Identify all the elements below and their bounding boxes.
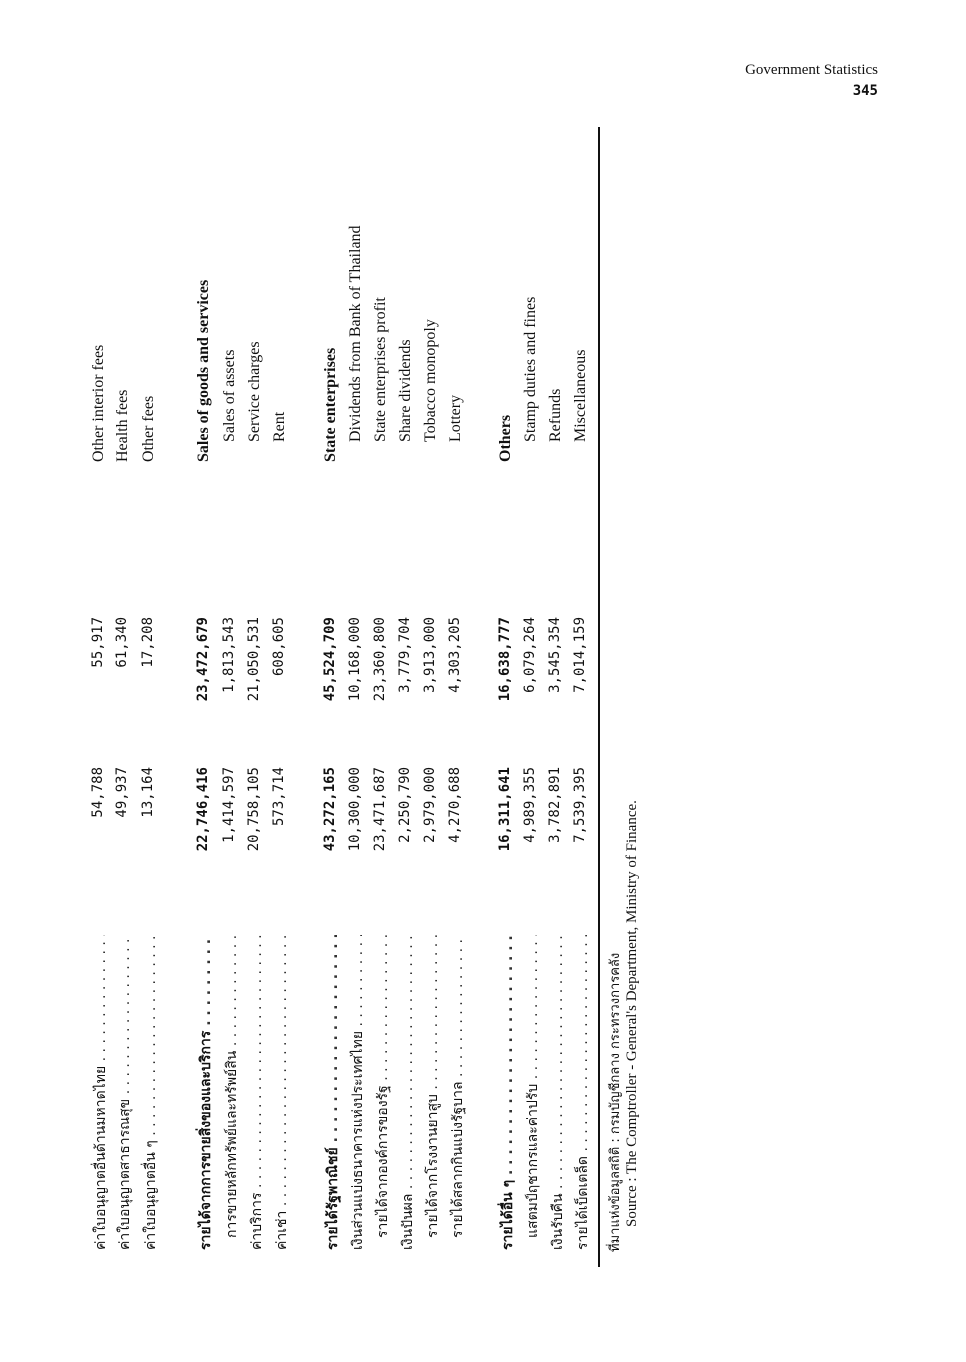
value-col-2: 3,913,000 [422, 617, 438, 693]
table-row [114, 0, 136, 1362]
thai-label: เงินรับคืน . . . [547, 935, 569, 1250]
english-label: Stamp duties and fines [522, 296, 539, 442]
table-row [522, 0, 544, 1362]
value-col-1: 16,311,641 [497, 767, 513, 852]
source-note-english: Source : The Comptroller - General's Department, Ministry of Finance. [624, 800, 640, 1227]
thai-label: ค่าใบอนุญาตอื่นด้านมหาดไทย . . . [90, 935, 112, 1250]
value-col-2: 3,545,354 [547, 617, 563, 693]
value-col-2: 16,638,777 [497, 617, 513, 702]
value-col-1: 1,414,597 [221, 767, 237, 843]
english-label: Rent [271, 411, 288, 442]
table-row-heading [195, 0, 217, 1362]
table-row [90, 0, 112, 1362]
table-row [372, 0, 394, 1362]
running-title: Government Statistics [745, 62, 878, 78]
table-row-heading [497, 0, 519, 1362]
table-row [221, 0, 243, 1362]
table-row [547, 0, 569, 1362]
english-label: Other interior fees [90, 344, 107, 462]
table-row [447, 0, 469, 1362]
value-col-2: 608,605 [271, 617, 287, 677]
thai-label: รายได้จากการขายสิ่งของและบริการ . . . [195, 935, 217, 1250]
english-label: Other fees [140, 395, 157, 462]
english-label: Dividends from Bank of Thailand [347, 225, 364, 442]
value-col-2: 10,168,000 [347, 617, 363, 702]
thai-label: รายได้สลากกินแบ่งรัฐบาล . . . [447, 935, 469, 1238]
english-label: Others [497, 414, 514, 462]
value-col-1: 10,300,000 [347, 767, 363, 852]
english-label: Service charges [246, 341, 263, 442]
value-col-1: 54,788 [90, 767, 106, 818]
thai-label: รายได้รัฐพาณิชย์ . . . [322, 935, 344, 1250]
table-row [246, 0, 268, 1362]
thai-label: รายได้จากองค์การของรัฐ . . . [372, 935, 394, 1238]
thai-label: เงินปันผล . . . [397, 935, 419, 1250]
thai-label: แสตมป์ฤชากรและค่าปรับ . . . [522, 935, 544, 1238]
page-number: 345 [852, 83, 878, 99]
english-label: Share dividends [397, 339, 414, 442]
english-label: State enterprises profit [372, 297, 389, 442]
value-col-1: 4,989,355 [522, 767, 538, 843]
value-col-1: 4,270,688 [447, 767, 463, 843]
value-col-2: 55,917 [90, 617, 106, 668]
value-col-1: 2,250,790 [397, 767, 413, 843]
table-row [271, 0, 293, 1362]
value-col-1: 22,746,416 [195, 767, 211, 852]
english-label: Sales of assets [221, 349, 238, 442]
value-col-1: 13,164 [140, 767, 156, 818]
thai-label: รายได้อื่น ๆ . . . [497, 935, 519, 1250]
value-col-2: 3,779,704 [397, 617, 413, 693]
table-row [347, 0, 369, 1362]
thai-label: ค่าเช่า . . . [271, 935, 293, 1250]
english-label: State enterprises [322, 347, 339, 462]
thai-label: ค่าใบอนุญาตสาธารณสุข . . . [114, 935, 136, 1250]
thai-label: ค่าบริการ . . . [246, 935, 268, 1250]
source-note-thai: ที่มาแห่งข้อมูลสถิติ : กรมบัญชีกลาง กระทรวงการคลัง [608, 952, 623, 1252]
table-row [397, 0, 419, 1362]
value-col-2: 23,472,679 [195, 617, 211, 702]
thai-label: เงินส่วนแบ่งธนาคารแห่งประเทศไทย . . . [347, 935, 369, 1250]
value-col-2: 17,208 [140, 617, 156, 668]
english-label: Miscellaneous [572, 349, 589, 442]
table-row [422, 0, 444, 1362]
thai-label: รายได้จากโรงงานยาสูบ . . . [422, 935, 444, 1238]
value-col-1: 7,539,395 [572, 767, 588, 843]
value-col-1: 2,979,000 [422, 767, 438, 843]
english-label: Lottery [447, 394, 464, 442]
value-col-2: 21,050,531 [246, 617, 262, 702]
thai-label: รายได้เบ็ดเตล็ด . . . [572, 935, 594, 1250]
value-col-1: 23,471,687 [372, 767, 388, 852]
table-bottom-rule [598, 127, 600, 1267]
value-col-1: 43,272,165 [322, 767, 338, 852]
thai-label: การขายหลักทรัพย์และทรัพย์สิน . . . [221, 935, 243, 1238]
value-col-2: 1,813,543 [221, 617, 237, 693]
table-row-heading [322, 0, 344, 1362]
value-col-2: 4,303,205 [447, 617, 463, 693]
table-row [140, 0, 162, 1362]
value-col-1: 20,758,105 [246, 767, 262, 852]
value-col-2: 7,014,159 [572, 617, 588, 693]
english-label: Health fees [114, 389, 131, 462]
english-label: Refunds [547, 388, 564, 442]
table-row [572, 0, 594, 1362]
value-col-2: 23,360,800 [372, 617, 388, 702]
value-col-2: 6,079,264 [522, 617, 538, 693]
value-col-1: 49,937 [114, 767, 130, 818]
value-col-1: 3,782,891 [547, 767, 563, 843]
value-col-2: 61,340 [114, 617, 130, 668]
english-label: Sales of goods and services [195, 279, 212, 462]
english-label: Tobacco monopoly [422, 319, 439, 442]
value-col-1: 573,714 [271, 767, 287, 827]
thai-label: ค่าใบอนุญาตอื่น ๆ . . . [140, 935, 162, 1250]
value-col-2: 45,524,709 [322, 617, 338, 702]
